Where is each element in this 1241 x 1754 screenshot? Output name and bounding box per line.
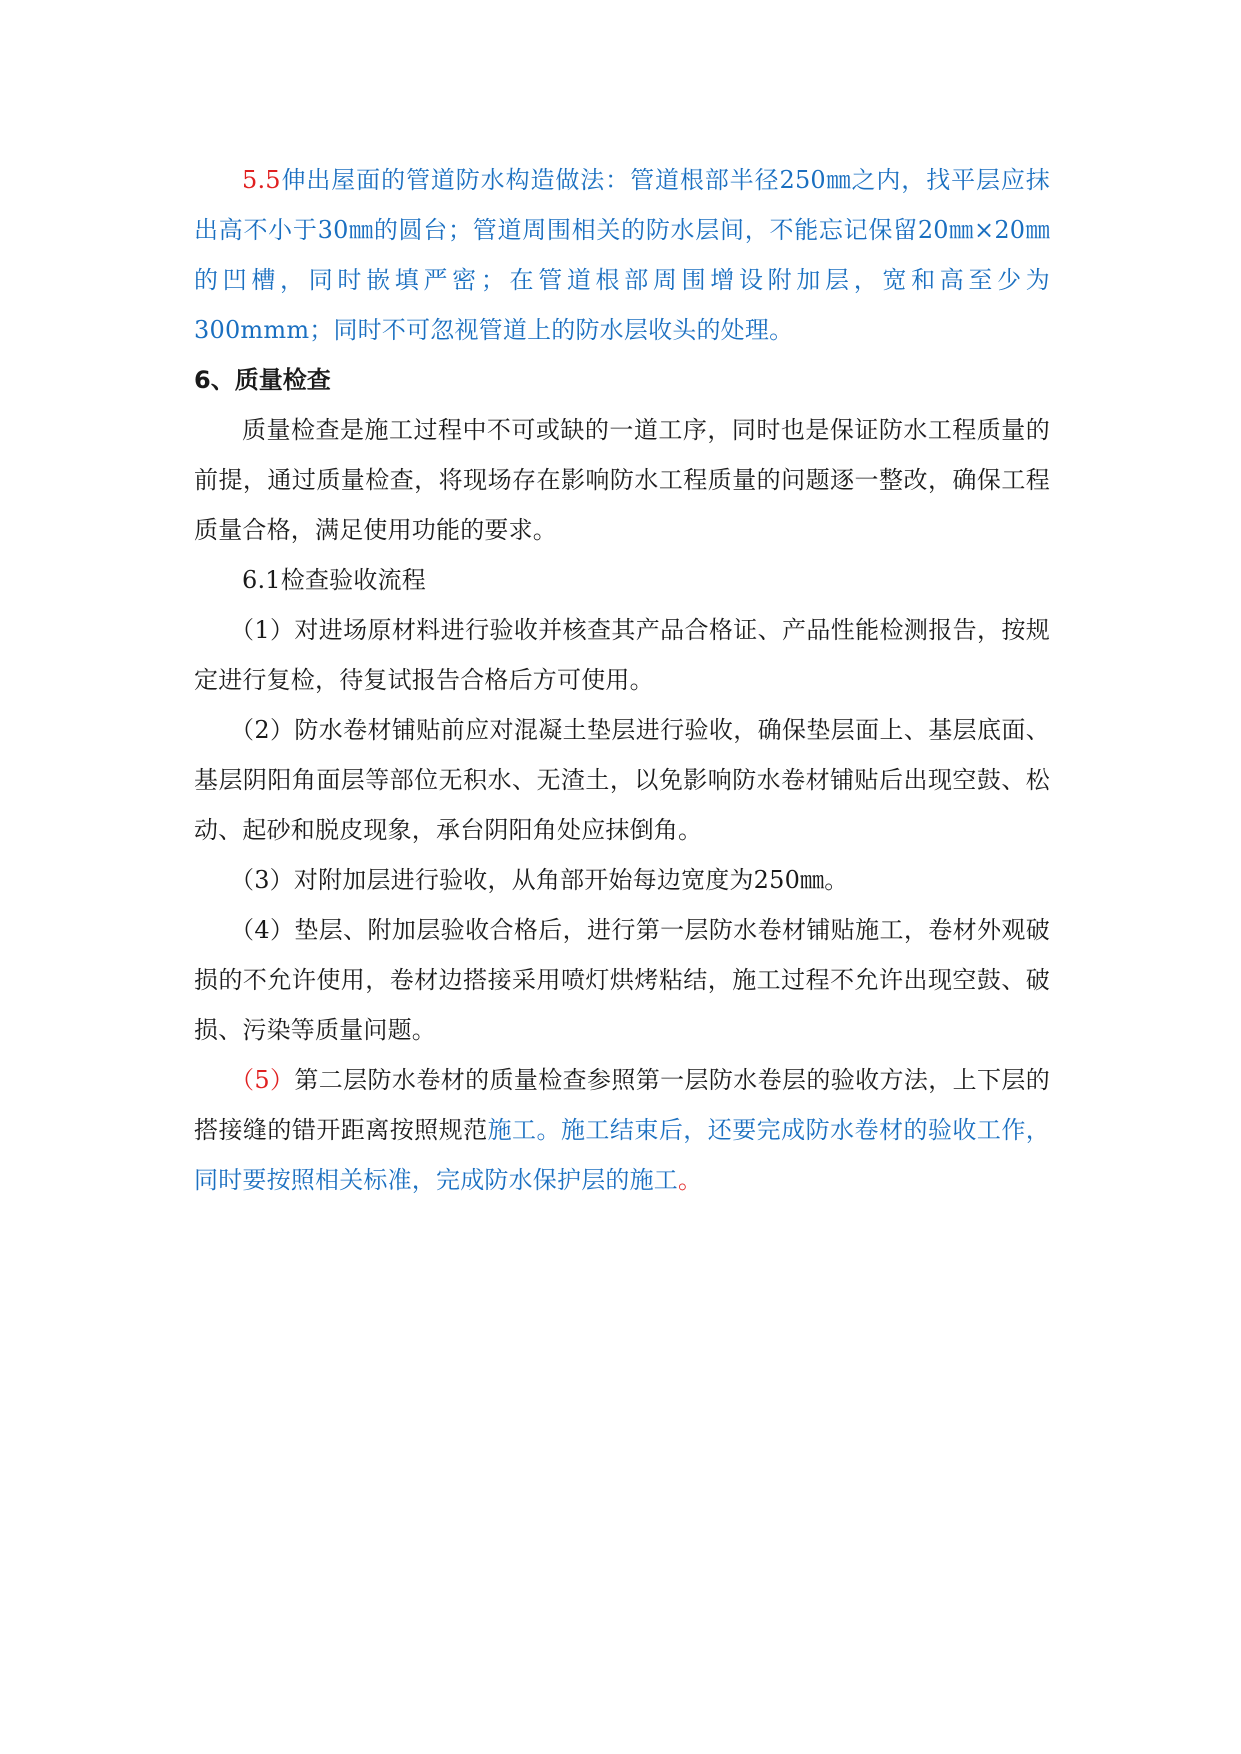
document-body xyxy=(194,155,1050,1205)
inspection-item-5-text: 第二层防水卷材的质量检查参照第一层防水卷层的验收方法，上下层的搭接缝的错开距离按照规范 xyxy=(194,1066,1051,1144)
inspection-item-5-highlight: 施工。施工结束后，还要完成防水卷材的验收工作，同时要按照相关标准，完成防水保护层的施工 xyxy=(194,1116,1050,1194)
section-6-intro: 质量检查是施工过程中不可或缺的一道工序，同时也是保证防水工程质量的前提，通过质量检查，将现场存在影响防水工程质量的问题逐一整改，确保工程质量合格，满足使用功能的要求。 xyxy=(194,416,1050,544)
inspection-item-5-number: （5） xyxy=(230,1066,295,1094)
section-6-1-subheading: 6.1检查验收流程 xyxy=(242,566,426,594)
inspection-item-4: （4）垫层、附加层验收合格后，进行第一层防水卷材铺贴施工，卷材外观破损的不允许使用，卷材边搭接采用喷灯烘烤粘结，施工过程不允许出现空鼓、破损、污染等质量问题。 xyxy=(194,916,1050,1044)
section-6-heading: 6、质量检查 xyxy=(194,366,331,394)
inspection-item-5-end-mark: 。 xyxy=(678,1166,703,1194)
inspection-item-3: （3）对附加层进行验收，从角部开始每边宽度为250㎜。 xyxy=(230,866,849,894)
inspection-item-2: （2）防水卷材铺贴前应对混凝土垫层进行验收，确保垫层面上、基层底面、基层阴阳角面层等部位无积水、无渣土，以免影响防水卷材铺贴后出现空鼓、松动、起砂和脱皮现象，承台阴阳角处应抹倒角。 xyxy=(194,716,1050,844)
section-5-5-text: 伸出屋面的管道防水构造做法：管道根部半径250㎜之内，找平层应抹出高不小于30㎜的圆台；管道周围相关的防水层间，不能忘记保留20㎜×20㎜的凹槽，同时嵌填严密；在管道根部周围增设附加层，宽和高至少为300mmm；同时不可忽视管道上的防水层收头的处理。 xyxy=(194,166,1050,344)
section-5-5-paragraph xyxy=(194,155,1050,355)
inspection-item-5 xyxy=(194,1055,1050,1205)
section-5-5-number: 5.5 xyxy=(242,166,281,194)
inspection-item-1: （1）对进场原材料进行验收并核查其产品合格证、产品性能检测报告，按规定进行复检，待复试报告合格后方可使用。 xyxy=(194,616,1050,694)
